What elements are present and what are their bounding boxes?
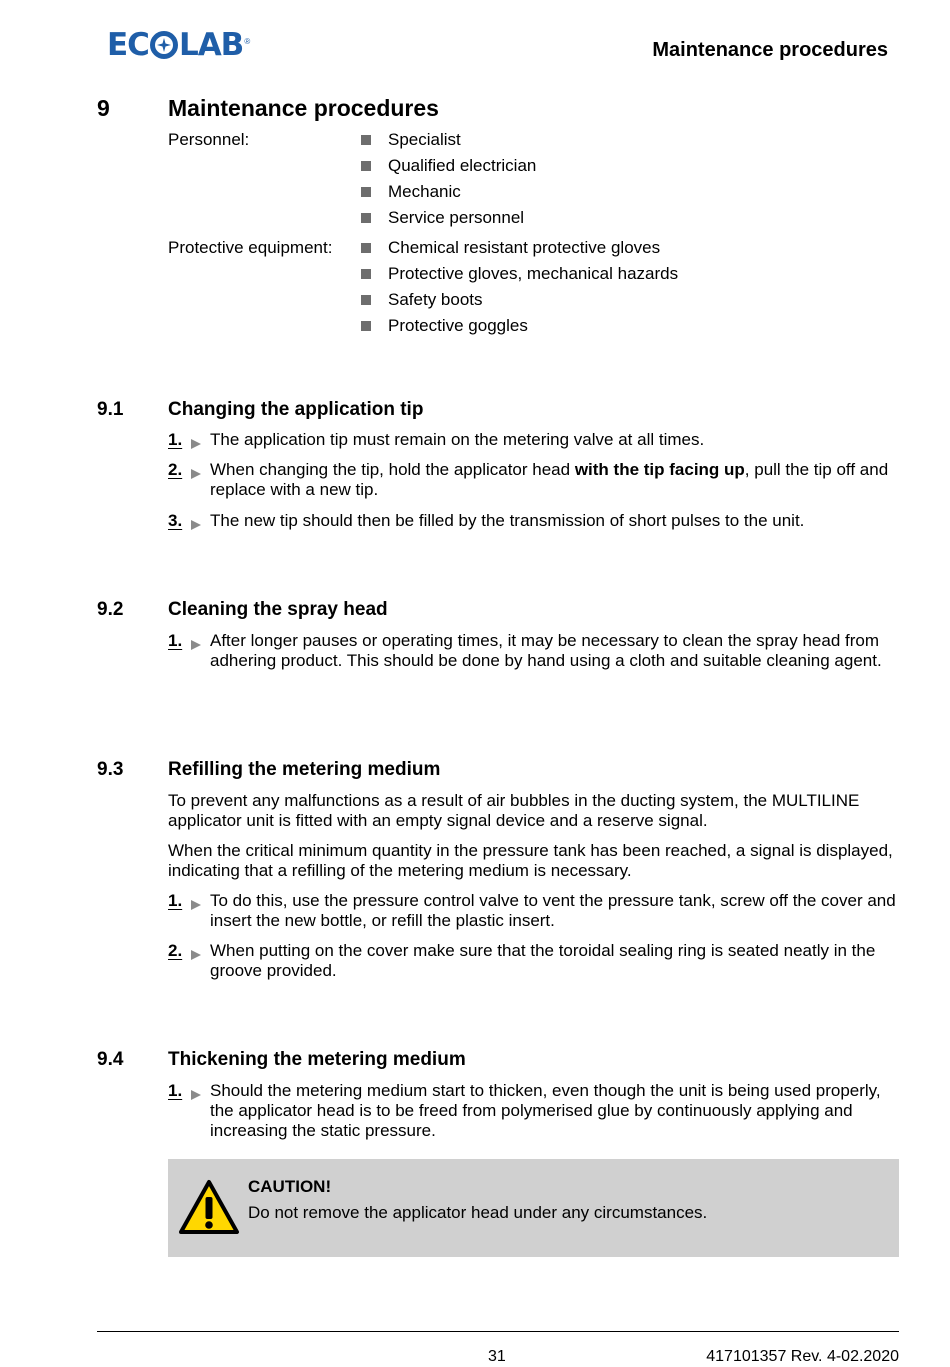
list-item <box>361 156 536 182</box>
step-arrow-icon <box>190 519 202 531</box>
subsection-number: 9.2 <box>97 599 124 620</box>
step-arrow-icon <box>190 1089 202 1101</box>
list-item <box>361 290 678 316</box>
step-number-text: 3. <box>168 511 183 530</box>
list-item <box>361 182 536 208</box>
list-item-text: Specialist <box>388 130 461 149</box>
warning-triangle-icon <box>178 1179 240 1235</box>
logo-globe-icon <box>150 31 178 59</box>
step-text-emphasis: with the tip facing up <box>574 460 745 479</box>
subsection-title: Changing the application tip <box>168 399 424 420</box>
step-number <box>168 941 204 961</box>
step-item <box>168 941 903 981</box>
bullet-square-icon <box>361 213 371 223</box>
bullet-square-icon <box>361 187 371 197</box>
personnel-list <box>361 130 536 234</box>
list-item-text: Protective goggles <box>388 316 528 335</box>
bullet-square-icon <box>361 243 371 253</box>
step-item <box>168 1081 903 1141</box>
list-item-text: Service personnel <box>388 208 525 227</box>
step-arrow-icon <box>190 438 202 450</box>
subsection-number: 9.3 <box>97 759 124 780</box>
section-title: Maintenance procedures <box>168 95 439 121</box>
list-item-text: Qualified electrician <box>388 156 537 175</box>
logo-text-left: EC <box>107 27 149 63</box>
step-item <box>168 430 903 450</box>
step-arrow-icon <box>190 949 202 961</box>
step-text-part: , pull the tip off and replace with a new tip. <box>210 460 889 499</box>
step-item <box>168 631 903 671</box>
step-arrow-icon <box>190 639 202 651</box>
personnel-label: Personnel: <box>168 130 250 149</box>
logo-registered-mark: ® <box>244 37 251 46</box>
list-item <box>361 238 678 264</box>
list-item <box>361 264 678 290</box>
step-number <box>168 891 204 911</box>
step-text <box>210 460 903 500</box>
list-item <box>361 208 536 234</box>
subsection-title: Thickening the metering medium <box>168 1049 466 1070</box>
bullet-square-icon <box>361 161 371 171</box>
list-item-text: Protective gloves, mechanical hazards <box>388 264 679 283</box>
equipment-label: Protective equipment: <box>168 238 333 257</box>
step-number-text: 1. <box>168 430 183 449</box>
step-number-text: 2. <box>168 941 183 960</box>
step-number-text: 1. <box>168 1081 183 1100</box>
step-number-text: 1. <box>168 891 183 910</box>
step-arrow-icon <box>190 468 202 480</box>
step-number <box>168 631 204 651</box>
paragraph: To prevent any malfunctions as a result of air bubbles in the ducting system, the MULTILINE applicator unit is fitted with an empty signal device and a reserve signal. <box>168 791 860 830</box>
header-title: Maintenance procedures <box>652 39 888 61</box>
step-number <box>168 460 204 480</box>
paragraph: When the critical minimum quantity in the pressure tank has been reached, a signal is displayed, indicating that a refilling of the metering medium is necessary. <box>168 841 893 880</box>
subsection-title: Cleaning the spray head <box>168 599 388 620</box>
list-item-text: Mechanic <box>388 182 461 201</box>
footer-divider <box>97 1331 899 1332</box>
step-item <box>168 460 903 500</box>
step-number <box>168 430 204 450</box>
step-text: The new tip should then be filled by the transmission of short pulses to the unit. <box>210 511 805 530</box>
bullet-square-icon <box>361 321 371 331</box>
step-text-part: When changing the tip, hold the applicator head <box>210 460 575 479</box>
caution-title: CAUTION! <box>248 1177 332 1196</box>
document-id: 417101357 Rev. 4-02.2020 <box>706 1348 899 1365</box>
bullet-square-icon <box>361 295 371 305</box>
logo-text-right: LAB <box>178 27 244 63</box>
step-number-text: 2. <box>168 460 183 479</box>
list-item <box>361 130 536 156</box>
subsection-number: 9.4 <box>97 1049 124 1070</box>
subsection-number: 9.1 <box>97 399 124 420</box>
step-text: When putting on the cover make sure that the toroidal sealing ring is seated neatly in the groove provided. <box>210 941 876 980</box>
bullet-square-icon <box>361 135 371 145</box>
subsection-title: Refilling the metering medium <box>168 759 441 780</box>
list-item-text: Chemical resistant protective gloves <box>388 238 661 257</box>
list-item <box>361 316 678 342</box>
step-item <box>168 511 903 531</box>
bullet-square-icon <box>361 269 371 279</box>
caution-box <box>168 1159 899 1257</box>
ecolab-logo <box>107 28 250 62</box>
caution-message: Do not remove the applicator head under any circumstances. <box>248 1203 708 1222</box>
step-number <box>168 511 204 531</box>
step-text: The application tip must remain on the metering valve at all times. <box>210 430 705 449</box>
step-text: After longer pauses or operating times, it may be necessary to clean the spray head from adhering product. This should be done by hand using a cloth and suitable cleaning agent. <box>210 631 882 670</box>
equipment-list <box>361 238 678 342</box>
page-number: 31 <box>488 1348 506 1365</box>
step-text: Should the metering medium start to thicken, even though the unit is being used properly, the applicator head is to be freed from polymerised glue by continuously applying and increasing the static pressure. <box>210 1081 881 1140</box>
list-item-text: Safety boots <box>388 290 483 309</box>
step-text: To do this, use the pressure control valve to vent the pressure tank, screw off the cover and insert the new bottle, or refill the plastic insert. <box>210 891 896 930</box>
step-arrow-icon <box>190 899 202 911</box>
step-number <box>168 1081 204 1101</box>
step-item <box>168 891 903 931</box>
section-number: 9 <box>97 95 110 121</box>
step-number-text: 1. <box>168 631 183 650</box>
